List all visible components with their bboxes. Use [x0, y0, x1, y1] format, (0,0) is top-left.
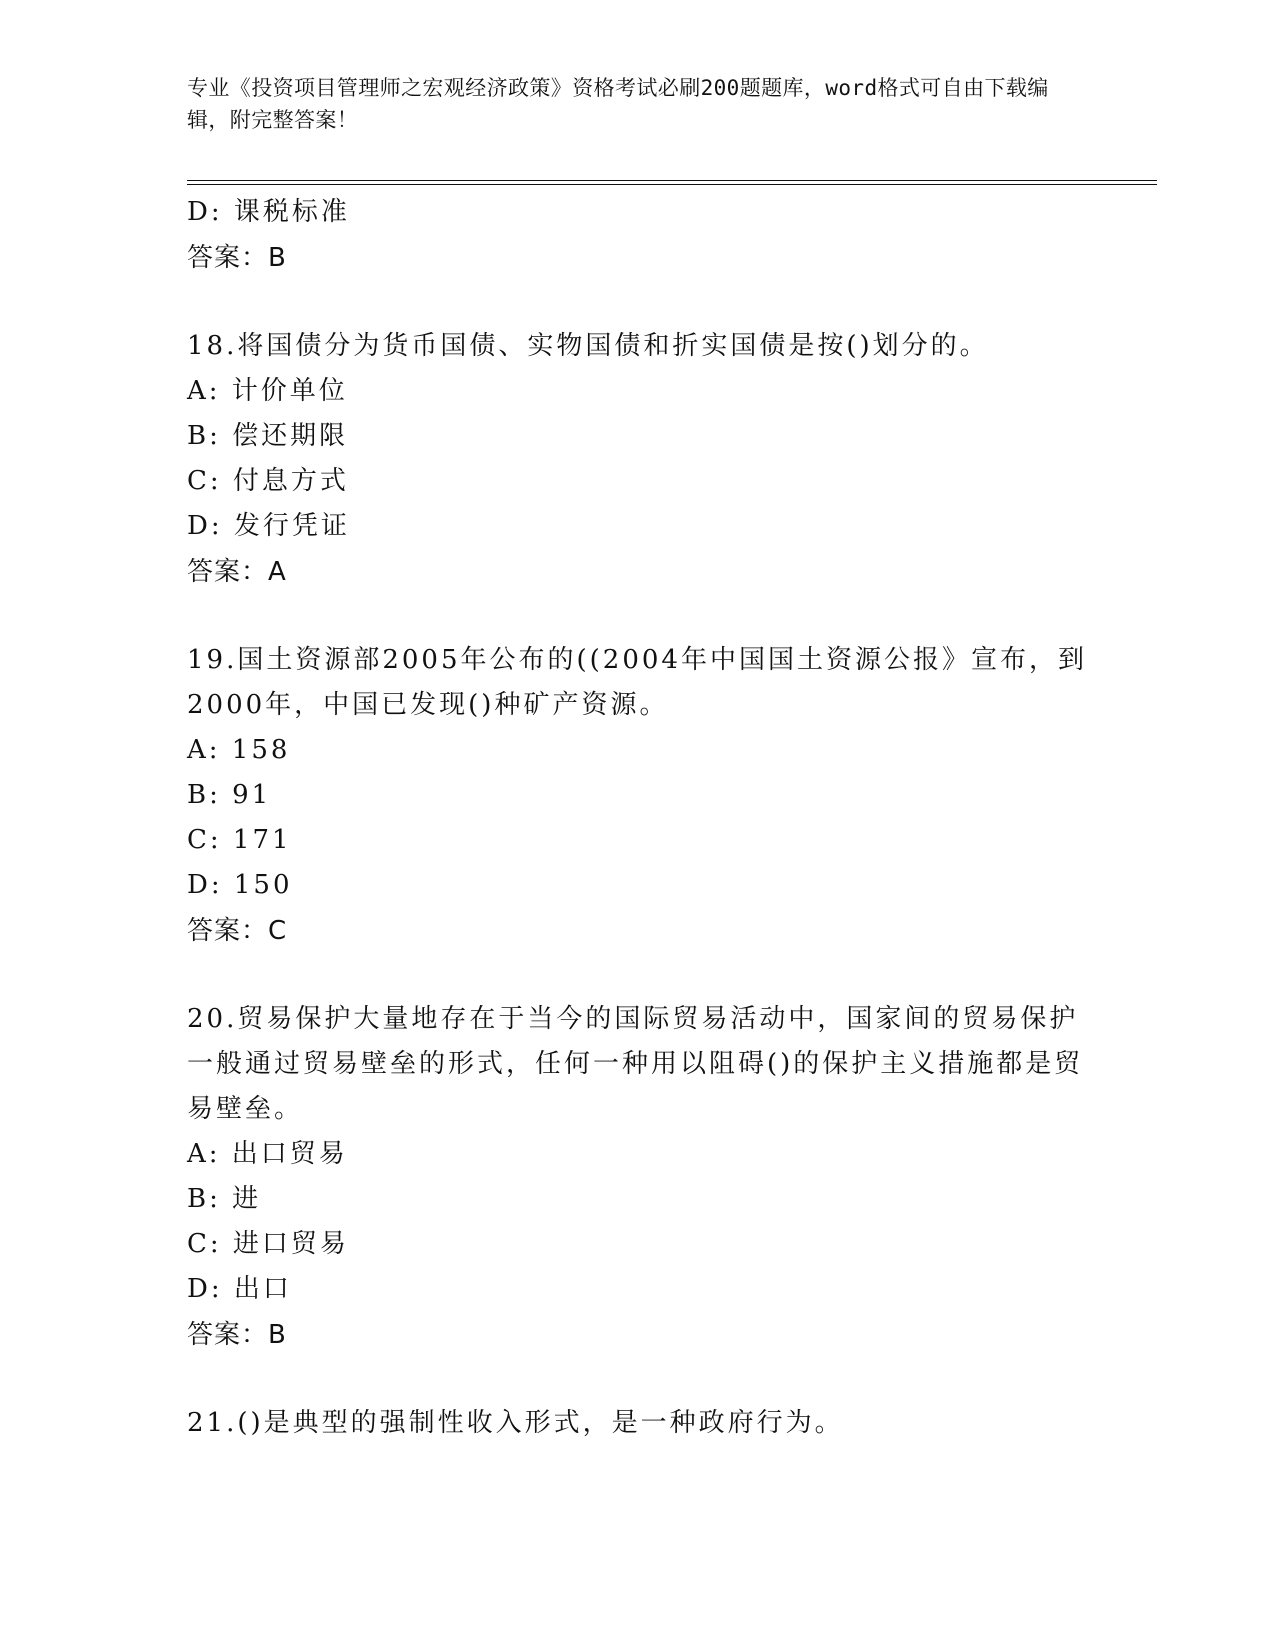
answer: 答案：C: [187, 916, 288, 946]
header-divider-top: [187, 180, 1157, 181]
option-b: B: 偿还期限: [187, 421, 349, 451]
option-d: D: 发行凭证: [187, 511, 350, 541]
option-a: A: 计价单位: [187, 376, 348, 406]
question-content: [187, 190, 1087, 1446]
option-a: A: 出口贸易: [187, 1139, 348, 1169]
option-d: D: 150: [187, 870, 293, 900]
option-c: C: 付息方式: [187, 466, 349, 496]
option-a: A: 158: [187, 735, 291, 765]
header-divider-bottom: [187, 184, 1157, 185]
answer: 答案：B: [187, 1320, 287, 1350]
question-text: 18.将国债分为货币国债、实物国债和折实国债是按()划分的。: [187, 331, 989, 361]
option-b: B: 91: [187, 780, 272, 810]
option-c: C: 进口贸易: [187, 1229, 349, 1259]
document-header: 专业《投资项目管理师之宏观经济政策》资格考试必刷200题题库，word格式可自由下载编辑，附完整答案！: [187, 76, 1049, 132]
question-text: 21.()是典型的强制性收入形式，是一种政府行为。: [187, 1408, 844, 1438]
question-text: 20.贸易保护大量地存在于当今的国际贸易活动中，国家间的贸易保护一般通过贸易壁垒的形式，任何一种用以阻碍()的保护主义措施都是贸易壁垒。: [187, 1004, 1084, 1124]
question-19: [187, 638, 1087, 954]
previous-option-d: D: 课税标准: [187, 197, 350, 227]
previous-answer: 答案：B: [187, 243, 287, 273]
option-d: D: 出口: [187, 1274, 292, 1304]
option-c: C: 171: [187, 825, 292, 855]
question-text: 19.国土资源部2005年公布的((2004年中国国土资源公报》宣布，到2000年，中国已发现()种矿产资源。: [187, 645, 1087, 720]
question-21: [187, 1401, 1087, 1446]
question-20: [187, 997, 1087, 1358]
option-b: B: 进: [187, 1184, 262, 1214]
question-18: [187, 324, 1087, 595]
answer: 答案：A: [187, 557, 287, 587]
